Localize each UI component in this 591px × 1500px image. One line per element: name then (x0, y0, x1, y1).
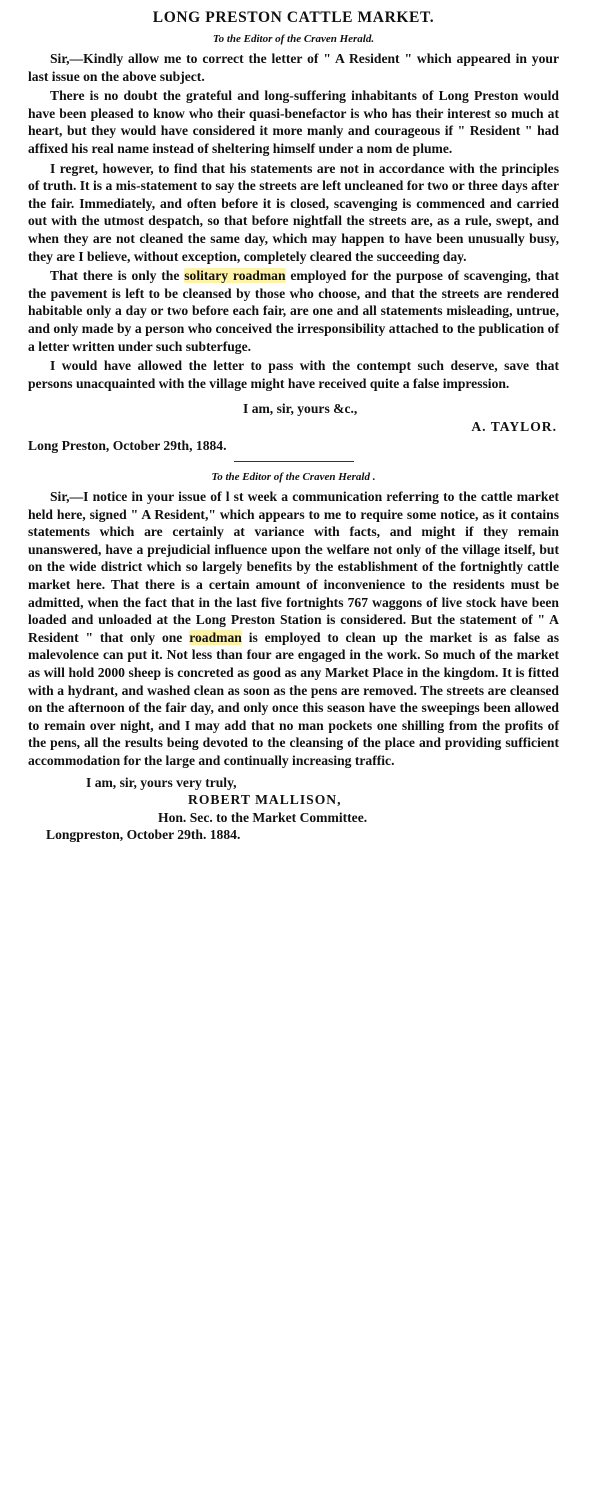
editor-line: To the Editor of the Craven Herald. (212, 33, 375, 45)
letter1-p4-text-after: employed for the purpose of scavenging, that the pavement is left to be cleansed by those who choose, and that the streets are rendered habitable only a day or two before each fair, are one and all statements misleading, untrue, and only made by a person who conceived the irresponsibility attached to the publication of a letter written under such subterfuge. (28, 268, 559, 354)
letter1-place-date: Long Preston, October 29th, 1884. (28, 438, 227, 454)
letter2-editor-line: To the Editor of the Craven Herald . (211, 471, 376, 484)
letter2-signature: ROBERT MALLISON, (188, 792, 342, 808)
letter1-p4-text-before: That there is only the (50, 268, 185, 284)
separator-rule (234, 461, 354, 462)
article-title: LONG PRESTON CATTLE MARKET. (152, 9, 435, 26)
letter1-closing: I am, sir, yours &c., (243, 401, 358, 417)
letter1-paragraph-3: I regret, however, to find that his statements are not in accordance with the principles of truth. It is a mis-statement to say the streets are left uncleaned for two or three days after the fair. Immediately, and often before it is closed, scavenging is commenced and carried out with the utmost despatch, so that before nightfall the streets are, as a rule, swept, and when they are not cleaned the same day, which may happen to have been unusually busy, they are I believe, without exception, completely cleared the succeeding day. (28, 160, 559, 264)
letter1-paragraph-1: Sir,—Kindly allow me to correct the letter of " A Resident " which appeared in your last issue on the above subject. (28, 51, 559, 84)
letter1-paragraph-4 (28, 267, 559, 355)
letter1-paragraph-5: I would have allowed the letter to pass with the contempt such deserve, save that persons unacquainted with the village might have received quite a false impression. (28, 358, 559, 391)
letter2-p1-text-before: Sir,—I notice in your issue of l st week a communication referring to the cattle market held here, signed " A Resident," which appears to me to require some notice, as it contains statements which are certainly at variance with facts, and might if they remain unanswered, have a prejudicial influence upon the welfare not only of the village itself, but on the wide district which so largely benefits by the establishment of the fortnightly cattle market here. That there is a certain amount of inconvenience to the residents must be admitted, when the fact that in the last five fortnights 767 waggons of live stock have been loaded and unloaded at the Long Preston Station is considered. But the statement of " A Resident " that only one (28, 489, 559, 645)
highlight-solitary-roadman: solitary roadman (184, 268, 286, 284)
letter2-paragraph-1 (28, 488, 559, 770)
letter1-signature: A. TAYLOR. (471, 418, 557, 434)
letter-mallison (28, 488, 559, 844)
letter2-signatory-title: Hon. Sec. to the Market Committee. (158, 809, 368, 825)
letter2-p1-text-after: is employed to clean up the market is as false as malevolence can put it. Not less than four are engaged in the work. So much of the market as will hold 2000 sheep is concreted as good as any Market Place in the kingdom. It is fitted with a hydrant, and washed clean as soon as the pens are removed. The streets are cleansed on the afternoon of the fair day, and only once this season have the sweepings been allowed to remain over night, and I may add that no man pockets one shilling from the profits of the pens, all the results being devoted to the cleansing of the place and providing sufficient accommodation for the large and continually increasing traffic. (28, 629, 559, 768)
letter1-paragraph-2: There is no doubt the grateful and long-suffering inhabitants of Long Preston would have been pleased to know who their quasi-benefactor is who has their interest so much at heart, but they would have considered it more manly and courageous if " Resident " had affixed his real name instead of sheltering himself under a nom de plume. (28, 88, 559, 156)
highlight-roadman: roadman (189, 629, 242, 645)
letter2-closing: I am, sir, yours very truly, (86, 774, 237, 790)
letter-taylor (28, 50, 559, 455)
letter2-place-date: Longpreston, October 29th. 1884. (46, 827, 241, 843)
